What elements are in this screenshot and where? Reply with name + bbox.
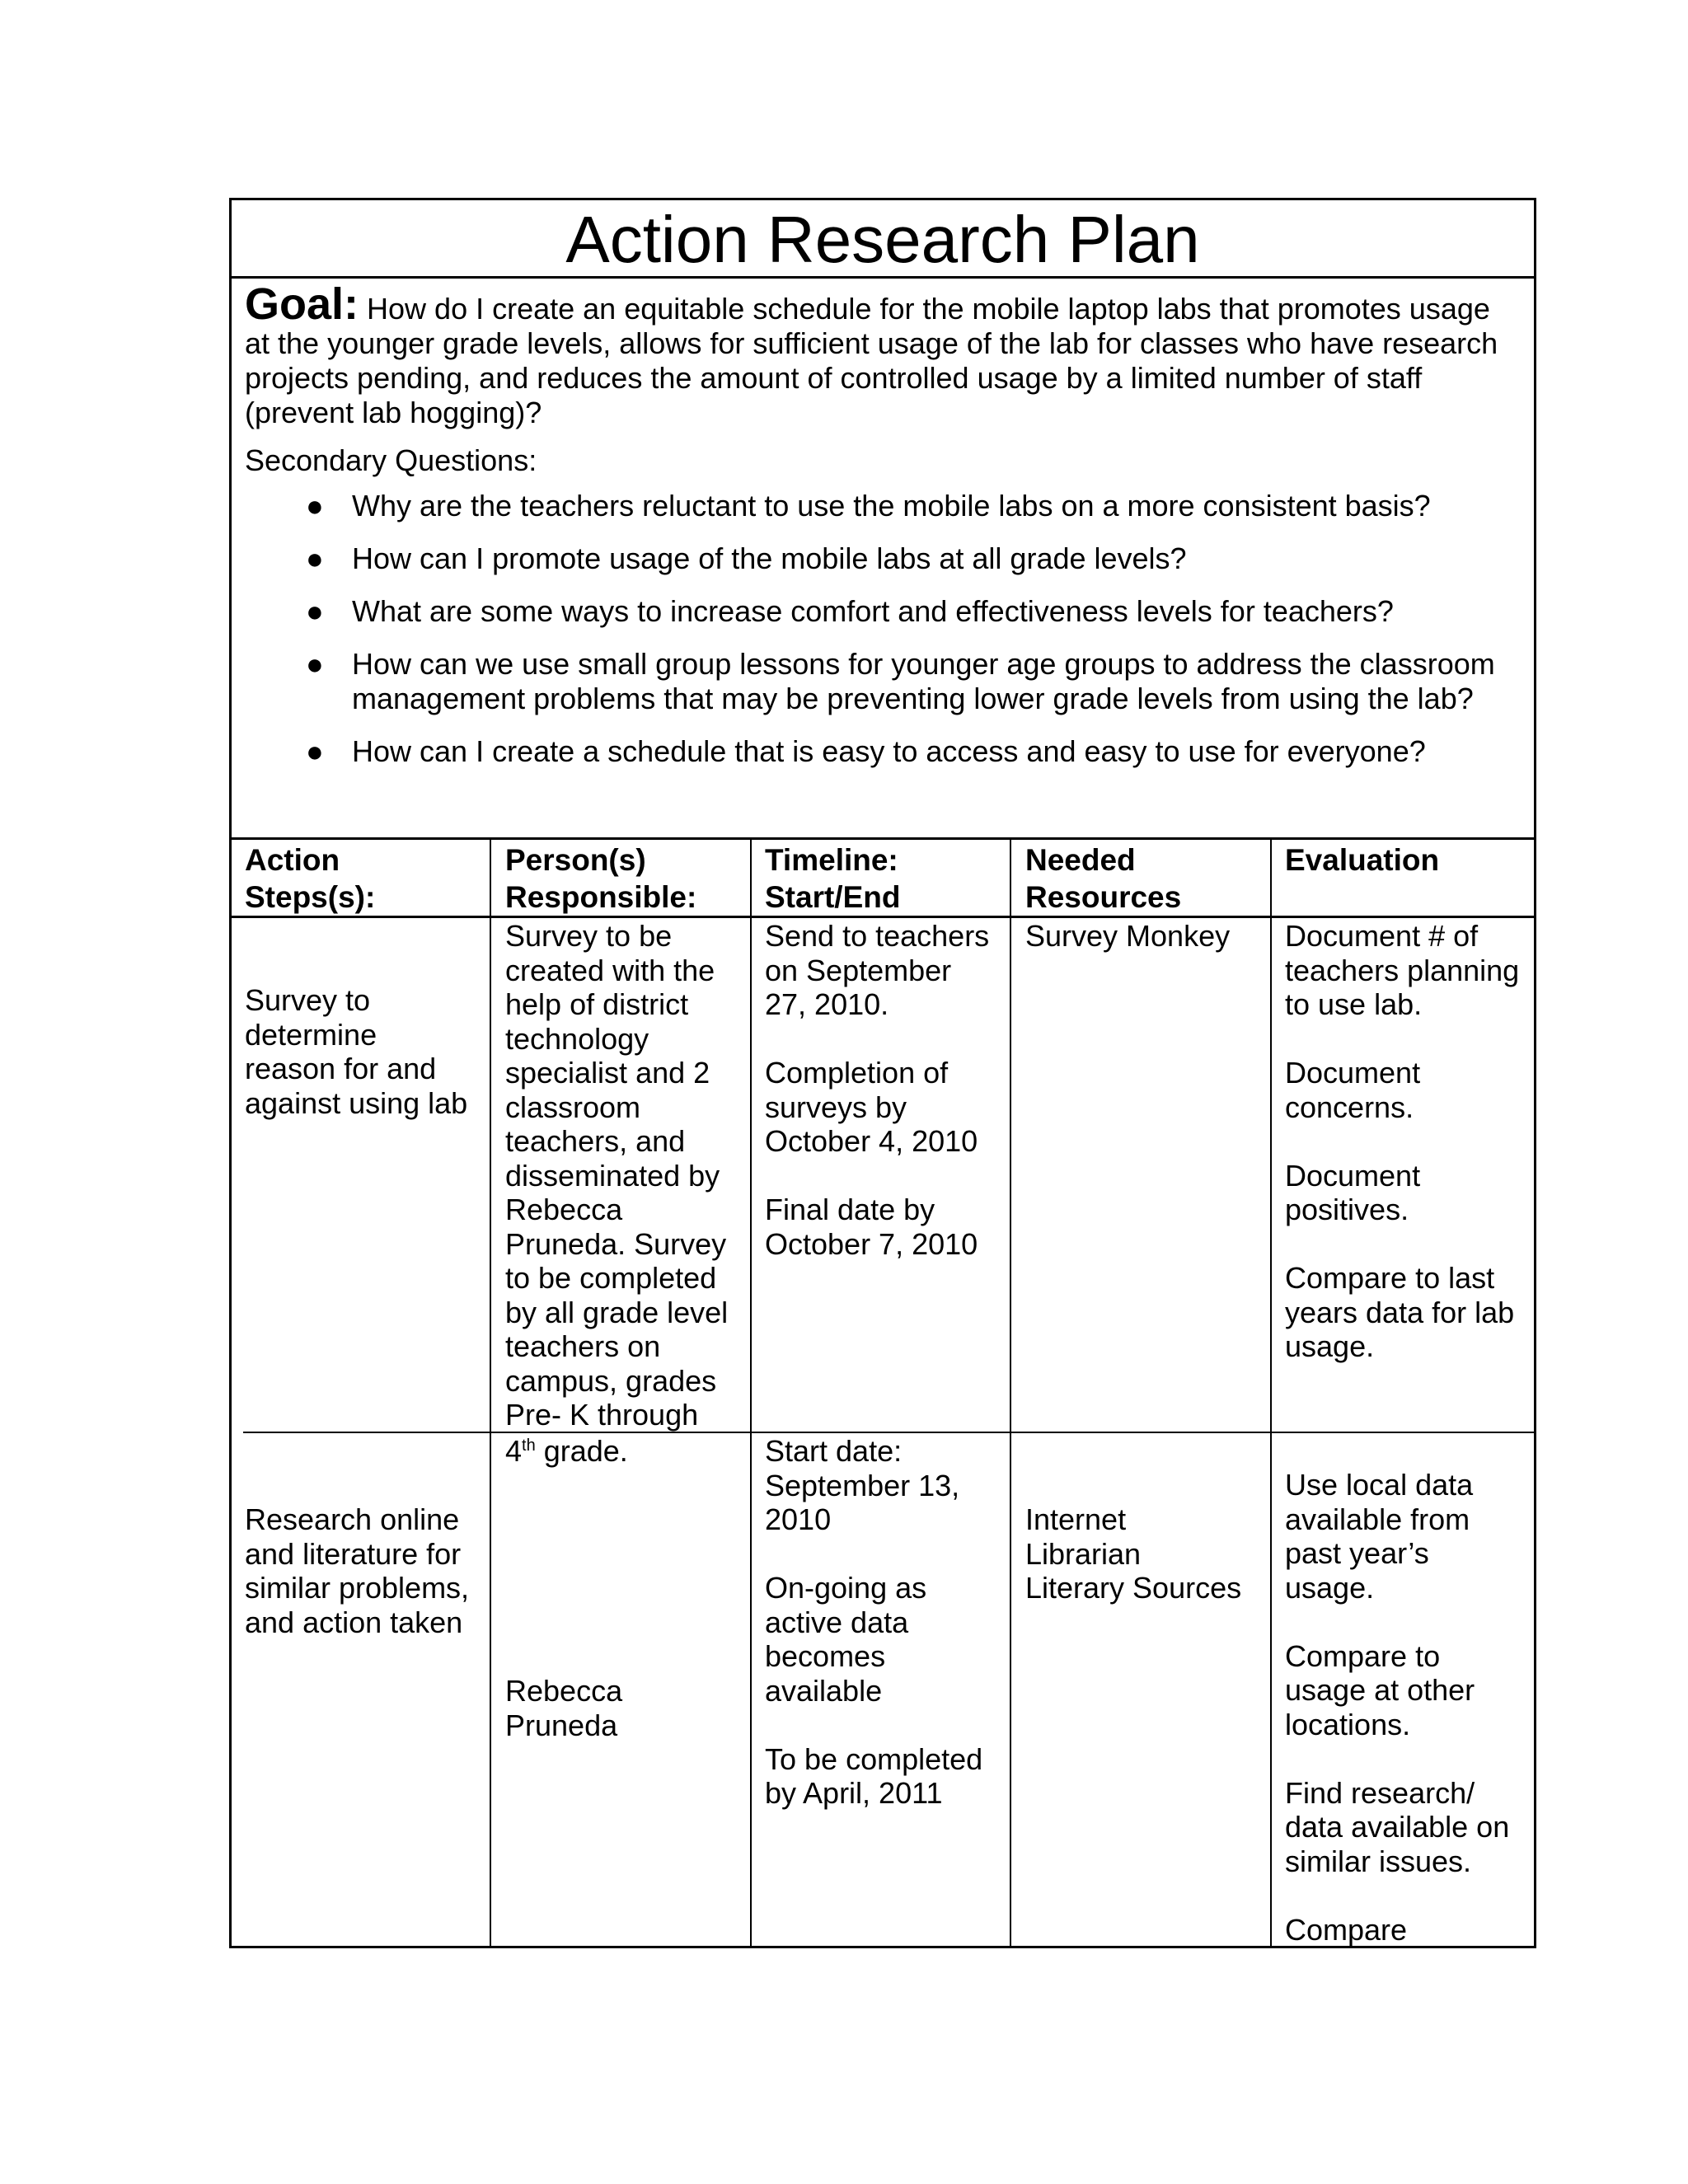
row2-resources: Internet Librarian Literary Sources	[1025, 1502, 1242, 1605]
list-item: ● What are some ways to increase comfort and effectiveness levels for teachers?	[306, 594, 1394, 628]
row2-timeline: Start date: September 13, 2010 On-going as active data becomes available To be completed by April, 2011	[765, 1434, 983, 1810]
bullet-icon: ●	[306, 594, 324, 628]
list-item: ● How can I promote usage of the mobile labs at all grade levels?	[306, 541, 1187, 575]
list-item: ● How can I create a schedule that is easy to access and easy to use for everyone?	[306, 734, 1426, 768]
row2-action-step: Research online and literature for similar problems, and action taken	[245, 1502, 470, 1639]
bullet-icon: ●	[306, 647, 324, 681]
header-evaluation: Evaluation	[1285, 843, 1440, 877]
bullet-icon: ●	[306, 489, 324, 523]
row1-resources: Survey Monkey	[1025, 919, 1231, 953]
row2-person-responsible: Rebecca Pruneda	[505, 1674, 623, 1742]
table-row-separator	[243, 1432, 1536, 1433]
column-divider	[490, 837, 491, 1946]
bullet-icon: ●	[306, 734, 324, 768]
row1-action-step: Survey to determine reason for and against using lab	[245, 983, 468, 1120]
column-divider	[750, 837, 752, 1946]
list-item: ● Why are the teachers reluctant to use the mobile labs on a more consistent basis?	[306, 489, 1431, 523]
header-timeline: Timeline: Start/End	[765, 843, 901, 914]
page-title: Action Research Plan	[232, 200, 1534, 279]
row1-timeline: Send to teachers on September 27, 2010. Completion of surveys by October 4, 2010 Final date by October 7, 2010	[765, 919, 990, 1261]
header-needed-resources: Needed Resources	[1025, 843, 1182, 914]
column-divider	[1270, 837, 1272, 1946]
row1-evaluation: Document # of teachers planning to use lab. Document concerns. Document positives. Compare to last years data for lab usage.	[1285, 919, 1520, 1363]
row1-person-responsible: Survey to be created with the help of district technology specialist and 2 classroom teachers, and disseminated by Rebecca Pruneda. Survey to be completed by all grade level teachers on campus, grades Pre- K through	[505, 919, 729, 1432]
secondary-questions-label: Secondary Questions:	[245, 443, 537, 477]
row1-person-continued: 4th grade.	[505, 1434, 628, 1468]
bullet-icon: ●	[306, 541, 324, 575]
secondary-questions-list	[232, 489, 1517, 787]
goal-statement	[245, 279, 1522, 430]
goal-label: Goal:	[245, 279, 359, 329]
table-header-border	[232, 916, 1534, 918]
table-top-border	[232, 837, 1534, 840]
row2-evaluation: Use local data available from past year’s usage. Compare to usage at other locations. Find research/ data available on similar issues. Compare	[1285, 1468, 1510, 1947]
action-research-plan-frame	[229, 198, 1536, 1948]
column-divider	[1010, 837, 1011, 1946]
list-item: ● How can we use small group lessons for younger age groups to address the classroom management problems that may be preventing lower grade levels from using the lab?	[306, 647, 1495, 715]
goal-text: How do I create an equitable schedule for the mobile laptop labs that promotes usage at the younger grade levels, allows for sufficient usage of the lab for classes who have research projects pending, and reduces the amount of controlled usage by a limited number of staff (prevent lab hogging)?	[245, 292, 1498, 429]
header-action-steps: Action Steps(s):	[245, 843, 376, 914]
header-persons-responsible: Person(s) Responsible:	[505, 843, 697, 914]
